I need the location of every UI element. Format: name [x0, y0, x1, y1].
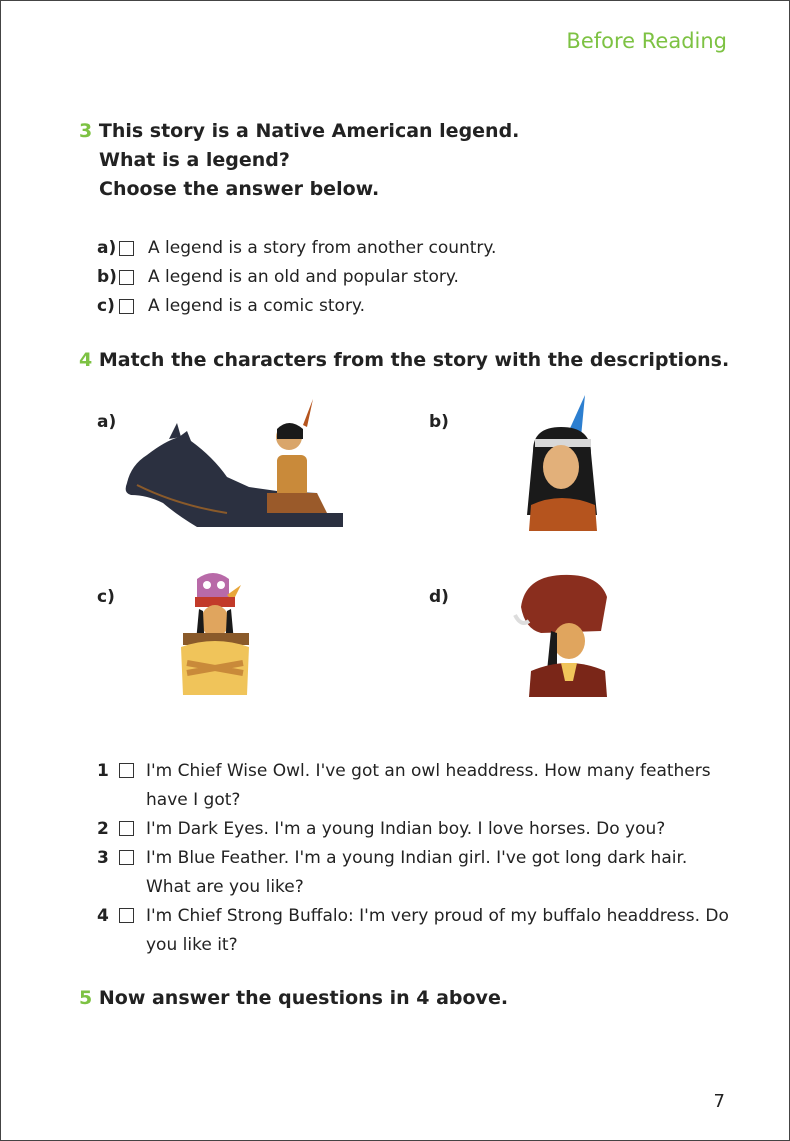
- picture-label-a: a): [97, 412, 117, 432]
- boy-on-horse-illustration: [117, 395, 343, 531]
- statement-number: 4: [97, 906, 109, 926]
- picture-label-b: b): [429, 412, 449, 432]
- girl-with-feather-illustration: [521, 395, 605, 531]
- option-label: a): [97, 238, 117, 258]
- question-4-number: 4: [79, 349, 93, 371]
- picture-label-d: d): [429, 587, 449, 607]
- checkbox[interactable]: [119, 241, 134, 256]
- checkbox[interactable]: [119, 850, 134, 865]
- option-label: b): [97, 267, 117, 287]
- statement-4: [97, 902, 737, 960]
- question-3-line-3: Choose the answer below.: [99, 178, 380, 200]
- option-b: [97, 263, 496, 292]
- chief-owl-headdress-illustration: [177, 571, 253, 697]
- statement-text: I'm Blue Feather. I'm a young Indian girl. I've got long dark hair. What are you like?: [146, 848, 688, 897]
- question-3-line-2: What is a legend?: [99, 149, 290, 171]
- statement-text: I'm Dark Eyes. I'm a young Indian boy. I love horses. Do you?: [146, 819, 666, 839]
- question-5-text: Now answer the questions in 4 above.: [98, 987, 509, 1009]
- option-text: A legend is a story from another country.: [148, 238, 497, 258]
- statement-number: 1: [97, 761, 109, 781]
- option-text: A legend is a comic story.: [148, 296, 365, 316]
- question-5: [79, 987, 508, 1009]
- option-label: c): [97, 296, 115, 316]
- question-3: [79, 117, 519, 204]
- statement-text: I'm Chief Strong Buffalo: I'm very proud of my buffalo headdress. Do you like it?: [146, 906, 729, 955]
- checkbox[interactable]: [119, 821, 134, 836]
- checkbox[interactable]: [119, 763, 134, 778]
- page-number: 7: [713, 1091, 725, 1112]
- option-c: [97, 292, 496, 321]
- statements-list: [97, 757, 737, 960]
- picture-label-c: c): [97, 587, 115, 607]
- statement-3: [97, 844, 737, 902]
- statement-2: [97, 815, 737, 844]
- chief-buffalo-headdress-illustration: [511, 571, 615, 697]
- question-3-options: [97, 234, 496, 321]
- question-3-number: 3: [79, 120, 93, 142]
- statement-number: 3: [97, 848, 109, 868]
- checkbox[interactable]: [119, 908, 134, 923]
- question-4: [79, 349, 729, 371]
- question-4-text: Match the characters from the story with the descriptions.: [98, 349, 730, 371]
- statement-1: [97, 757, 737, 815]
- question-3-line-1: This story is a Native American legend.: [98, 120, 520, 142]
- option-a: [97, 234, 496, 263]
- question-5-number: 5: [79, 987, 93, 1009]
- section-header: Before Reading: [566, 29, 727, 53]
- statement-number: 2: [97, 819, 109, 839]
- option-text: A legend is an old and popular story.: [148, 267, 459, 287]
- statement-text: I'm Chief Wise Owl. I've got an owl headdress. How many feathers have I got?: [146, 761, 711, 810]
- checkbox[interactable]: [119, 270, 134, 285]
- checkbox[interactable]: [119, 299, 134, 314]
